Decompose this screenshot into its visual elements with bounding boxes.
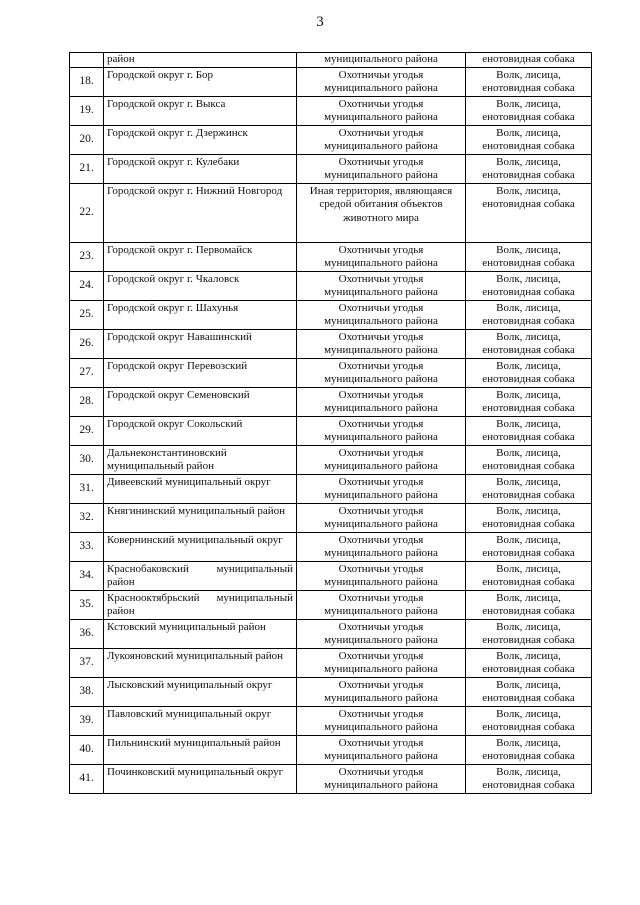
- row-number-cell: 27.: [70, 358, 104, 387]
- row-number-cell: 36.: [70, 619, 104, 648]
- district-cell: Починковский муниципальный округ: [104, 764, 297, 793]
- species-cell: Волк, лисица, енотовидная собака: [466, 300, 592, 329]
- district-cell: Городской округ г. Кулебаки: [104, 154, 297, 183]
- district-cell: Краснобаковский муниципальный район: [104, 561, 297, 590]
- area-cell: Охотничьи угодья муниципального района: [297, 648, 466, 677]
- species-cell: Волк, лисица, енотовидная собака: [466, 619, 592, 648]
- row-number-cell: 37.: [70, 648, 104, 677]
- district-cell: Городской округ г. Нижний Новгород: [104, 183, 297, 242]
- district-cell: район: [104, 53, 297, 68]
- species-cell: Волк, лисица, енотовидная собака: [466, 590, 592, 619]
- table-row: [70, 242, 592, 271]
- species-cell: Волк, лисица, енотовидная собака: [466, 358, 592, 387]
- row-number-cell: 30.: [70, 445, 104, 474]
- district-cell: Городской округ Семеновский: [104, 387, 297, 416]
- table-body: [70, 53, 592, 794]
- species-cell: Волк, лисица, енотовидная собака: [466, 764, 592, 793]
- species-cell: Волк, лисица, енотовидная собака: [466, 96, 592, 125]
- table-row: [70, 387, 592, 416]
- table-row: [70, 706, 592, 735]
- table-row: [70, 67, 592, 96]
- table-row: [70, 590, 592, 619]
- row-number-cell: 39.: [70, 706, 104, 735]
- district-cell: Дальнеконстантиновский муниципальный район: [104, 445, 297, 474]
- species-cell: Волк, лисица, енотовидная собака: [466, 503, 592, 532]
- area-cell: Охотничьи угодья муниципального района: [297, 735, 466, 764]
- table-row: [70, 764, 592, 793]
- area-cell: Охотничьи угодья муниципального района: [297, 706, 466, 735]
- row-number-cell: 21.: [70, 154, 104, 183]
- district-cell: Городской округ г. Выкса: [104, 96, 297, 125]
- district-cell: Городской округ г. Первомайск: [104, 242, 297, 271]
- species-cell: Волк, лисица, енотовидная собака: [466, 154, 592, 183]
- district-cell: Городской округ г. Чкаловск: [104, 271, 297, 300]
- districts-table: [69, 52, 592, 794]
- table-row: [70, 619, 592, 648]
- species-cell: Волк, лисица, енотовидная собака: [466, 561, 592, 590]
- row-number-cell: 29.: [70, 416, 104, 445]
- species-cell: Волк, лисица, енотовидная собака: [466, 648, 592, 677]
- species-cell: Волк, лисица, енотовидная собака: [466, 445, 592, 474]
- table-row: [70, 648, 592, 677]
- row-number-cell: 33.: [70, 532, 104, 561]
- area-cell: Охотничьи угодья муниципального района: [297, 125, 466, 154]
- row-number-cell: 38.: [70, 677, 104, 706]
- row-number-cell: 22.: [70, 183, 104, 242]
- species-cell: Волк, лисица, енотовидная собака: [466, 242, 592, 271]
- species-cell: Волк, лисица, енотовидная собака: [466, 387, 592, 416]
- table-row: [70, 474, 592, 503]
- area-cell: Охотничьи угодья муниципального района: [297, 416, 466, 445]
- row-number-cell: 26.: [70, 329, 104, 358]
- district-cell: Лысковский муниципальный округ: [104, 677, 297, 706]
- row-number-cell: 18.: [70, 67, 104, 96]
- area-cell: Охотничьи угодья муниципального района: [297, 532, 466, 561]
- district-cell: Пильнинский муниципальный район: [104, 735, 297, 764]
- table-row: [70, 561, 592, 590]
- species-cell: Волк, лисица, енотовидная собака: [466, 474, 592, 503]
- district-cell: Лукояновский муниципальный район: [104, 648, 297, 677]
- species-cell: Волк, лисица, енотовидная собака: [466, 416, 592, 445]
- area-cell: Охотничьи угодья муниципального района: [297, 764, 466, 793]
- area-cell: муниципального района: [297, 53, 466, 68]
- district-cell: Городской округ г. Дзержинск: [104, 125, 297, 154]
- table-row: [70, 329, 592, 358]
- district-cell: Городской округ Перевозский: [104, 358, 297, 387]
- district-cell: Кстовский муниципальный район: [104, 619, 297, 648]
- table-row: [70, 735, 592, 764]
- area-cell: Охотничьи угодья муниципального района: [297, 300, 466, 329]
- district-cell: Ковернинский муниципальный округ: [104, 532, 297, 561]
- row-number-cell: 24.: [70, 271, 104, 300]
- table-row: [70, 125, 592, 154]
- district-cell: Павловский муниципальный округ: [104, 706, 297, 735]
- species-cell: енотовидная собака: [466, 53, 592, 68]
- row-number-cell: 34.: [70, 561, 104, 590]
- table-row: [70, 445, 592, 474]
- table-row: [70, 300, 592, 329]
- species-cell: Волк, лисица, енотовидная собака: [466, 183, 592, 242]
- district-cell: Дивеевский муниципальный округ: [104, 474, 297, 503]
- table-row: [70, 677, 592, 706]
- area-cell: Охотничьи угодья муниципального района: [297, 387, 466, 416]
- district-cell: Городской округ Навашинский: [104, 329, 297, 358]
- row-number-cell: 41.: [70, 764, 104, 793]
- area-cell: Охотничьи угодья муниципального района: [297, 561, 466, 590]
- area-cell: Охотничьи угодья муниципального района: [297, 503, 466, 532]
- area-cell: Охотничьи угодья муниципального района: [297, 96, 466, 125]
- species-cell: Волк, лисица, енотовидная собака: [466, 67, 592, 96]
- area-cell: Охотничьи угодья муниципального района: [297, 358, 466, 387]
- species-cell: Волк, лисица, енотовидная собака: [466, 735, 592, 764]
- page-number: 3: [316, 14, 324, 30]
- district-cell: Краснооктябрьский муниципальный район: [104, 590, 297, 619]
- district-cell: Городской округ г. Бор: [104, 67, 297, 96]
- species-cell: Волк, лисица, енотовидная собака: [466, 706, 592, 735]
- row-number-cell: 19.: [70, 96, 104, 125]
- row-number-cell: 32.: [70, 503, 104, 532]
- row-number-cell: 23.: [70, 242, 104, 271]
- table-row: [70, 154, 592, 183]
- row-number-cell: [70, 53, 104, 68]
- area-cell: Охотничьи угодья муниципального района: [297, 445, 466, 474]
- row-number-cell: 20.: [70, 125, 104, 154]
- table-row: [70, 183, 592, 242]
- table-row: [70, 358, 592, 387]
- area-cell: Охотничьи угодья муниципального района: [297, 242, 466, 271]
- area-cell: Иная территория, являющаяся средой обитания объектов животного мира: [297, 183, 466, 242]
- table-row: [70, 503, 592, 532]
- species-cell: Волк, лисица, енотовидная собака: [466, 329, 592, 358]
- district-cell: Княгининский муниципальный район: [104, 503, 297, 532]
- area-cell: Охотничьи угодья муниципального района: [297, 474, 466, 503]
- table-row: [70, 271, 592, 300]
- table-row: [70, 416, 592, 445]
- row-number-cell: 28.: [70, 387, 104, 416]
- area-cell: Охотничьи угодья муниципального района: [297, 619, 466, 648]
- table-row-continued: [70, 53, 592, 68]
- area-cell: Охотничьи угодья муниципального района: [297, 590, 466, 619]
- row-number-cell: 25.: [70, 300, 104, 329]
- species-cell: Волк, лисица, енотовидная собака: [466, 677, 592, 706]
- area-cell: Охотничьи угодья муниципального района: [297, 154, 466, 183]
- district-cell: Городской округ г. Шахунья: [104, 300, 297, 329]
- species-cell: Волк, лисица, енотовидная собака: [466, 125, 592, 154]
- area-cell: Охотничьи угодья муниципального района: [297, 67, 466, 96]
- row-number-cell: 40.: [70, 735, 104, 764]
- area-cell: Охотничьи угодья муниципального района: [297, 329, 466, 358]
- table-row: [70, 532, 592, 561]
- table-row: [70, 96, 592, 125]
- row-number-cell: 31.: [70, 474, 104, 503]
- area-cell: Охотничьи угодья муниципального района: [297, 271, 466, 300]
- area-cell: Охотничьи угодья муниципального района: [297, 677, 466, 706]
- species-cell: Волк, лисица, енотовидная собака: [466, 271, 592, 300]
- species-cell: Волк, лисица, енотовидная собака: [466, 532, 592, 561]
- row-number-cell: 35.: [70, 590, 104, 619]
- district-cell: Городской округ Сокольский: [104, 416, 297, 445]
